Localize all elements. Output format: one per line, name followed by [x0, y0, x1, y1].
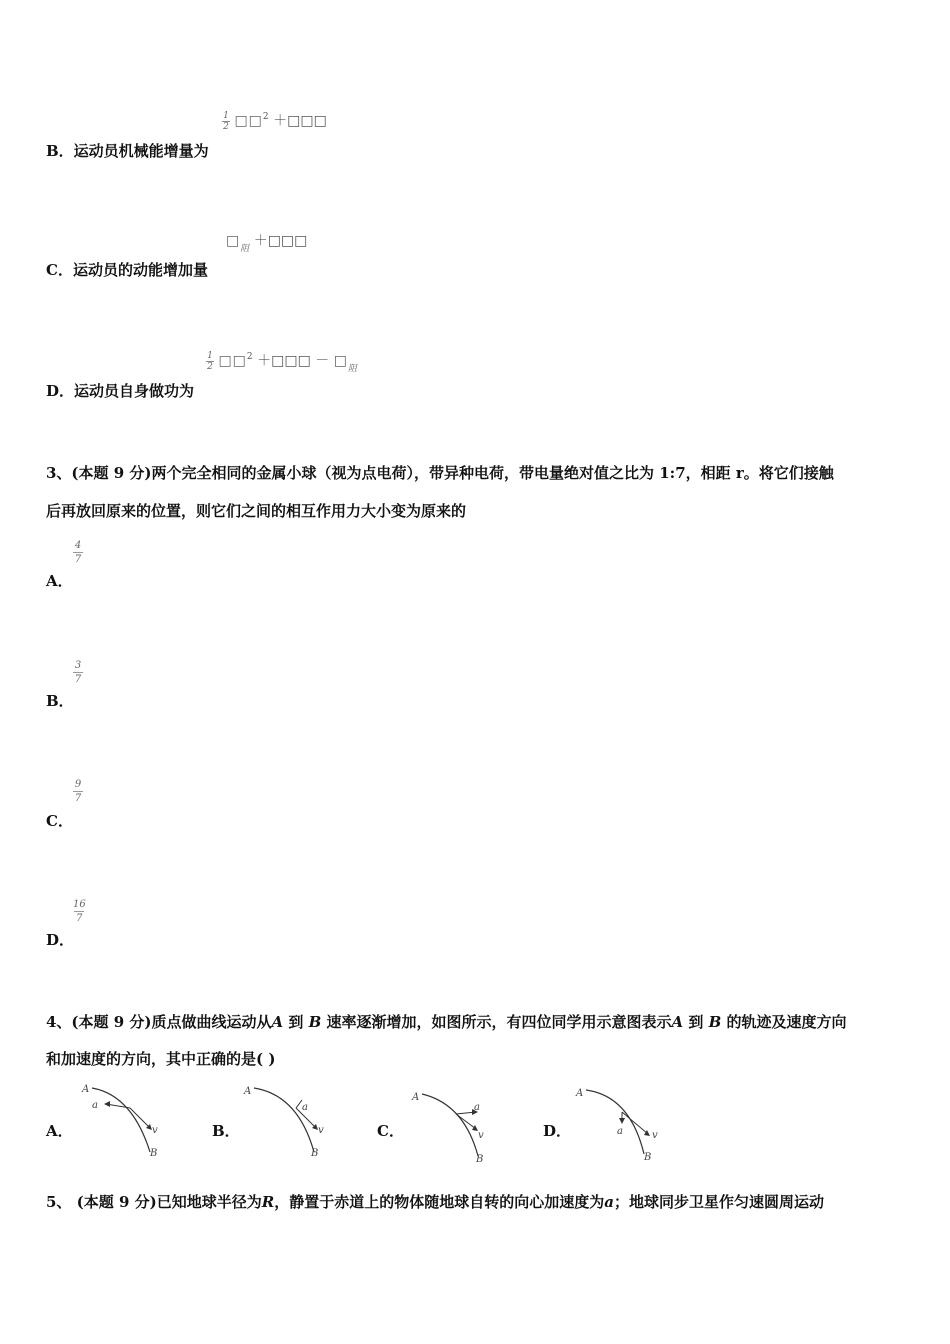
q4-diagram-a [72, 1080, 172, 1165]
q4-option-a: A． [46, 1122, 73, 1140]
svg-text:A: A [244, 1086, 252, 1097]
svg-text:a: a [302, 1102, 308, 1113]
q4-diagram-d [572, 1082, 672, 1167]
svg-text:a: a [617, 1126, 623, 1137]
svg-text:A: A [82, 1084, 90, 1095]
option-d-label: D．运动员自身做功为 [46, 382, 195, 400]
formula-c: $□_阻$ ＋□□□ [226, 233, 308, 254]
svg-text:v: v [652, 1130, 658, 1141]
svg-text:B: B [644, 1152, 652, 1163]
svg-text:B: B [311, 1148, 319, 1159]
formula-b: $\frac{1}{2}$ □□$^2$ ＋□□□ [223, 110, 327, 132]
q3-option-c: C． [46, 812, 73, 830]
svg-text:v: v [152, 1125, 158, 1136]
svg-text:A: A [576, 1088, 584, 1099]
q3-a-fraction: 4 7 [74, 540, 82, 565]
q4-diagram-b [238, 1080, 338, 1165]
q3-c-fraction: 9 7 [74, 779, 82, 804]
q4-option-d: D． [543, 1122, 572, 1140]
q4-line2: 和加速度的方向，其中正确的是( ) [46, 1050, 276, 1068]
svg-text:a: a [92, 1100, 98, 1111]
q3-b-fraction: 3 7 [74, 660, 82, 685]
q4-line1: 4、(本题 9 分)质点做曲线运动从A 到 B 速率逐渐增加，如图所示，有四位同学用示意图表示A 到 B 的轨迹及速度方向 [46, 1013, 847, 1031]
svg-text:B: B [150, 1148, 158, 1159]
q4-option-c: C． [377, 1122, 404, 1140]
q3-option-d: D． [46, 931, 75, 949]
q3-option-b: B． [46, 692, 74, 710]
q3-line1: 3、(本题 9 分)两个完全相同的金属小球（视为点电荷），带异种电荷，带电量绝对值之比为 1:7，相距 r。将它们接触 [46, 464, 834, 482]
svg-text:B: B [476, 1154, 484, 1165]
q4-diagram-c [404, 1084, 504, 1169]
q3-option-a: A． [46, 572, 73, 590]
formula-d: $\frac{1}{2}$ □□$^2$ ＋□□□ － $□_阻$ [207, 350, 357, 374]
svg-text:a: a [474, 1102, 480, 1113]
q3-d-fraction: 16 7 [73, 899, 86, 924]
svg-text:A: A [412, 1092, 420, 1103]
q4-option-b: B． [212, 1122, 240, 1140]
svg-text:v: v [318, 1125, 324, 1136]
q3-line2: 后再放回原来的位置，则它们之间的相互作用力大小变为原来的 [46, 502, 467, 520]
svg-text:v: v [478, 1130, 484, 1141]
option-b-label: B．运动员机械能增量为 [46, 142, 209, 160]
fraction-half: $\frac{1}{2}$ [223, 110, 229, 132]
q5-line1: 5、 (本题 9 分)已知地球半径为R，静置于赤道上的物体随地球自转的向心加速度为a；地球同步卫星作匀速圆周运动 [46, 1193, 824, 1211]
option-c-label: C．运动员的动能增加量 [46, 261, 208, 279]
